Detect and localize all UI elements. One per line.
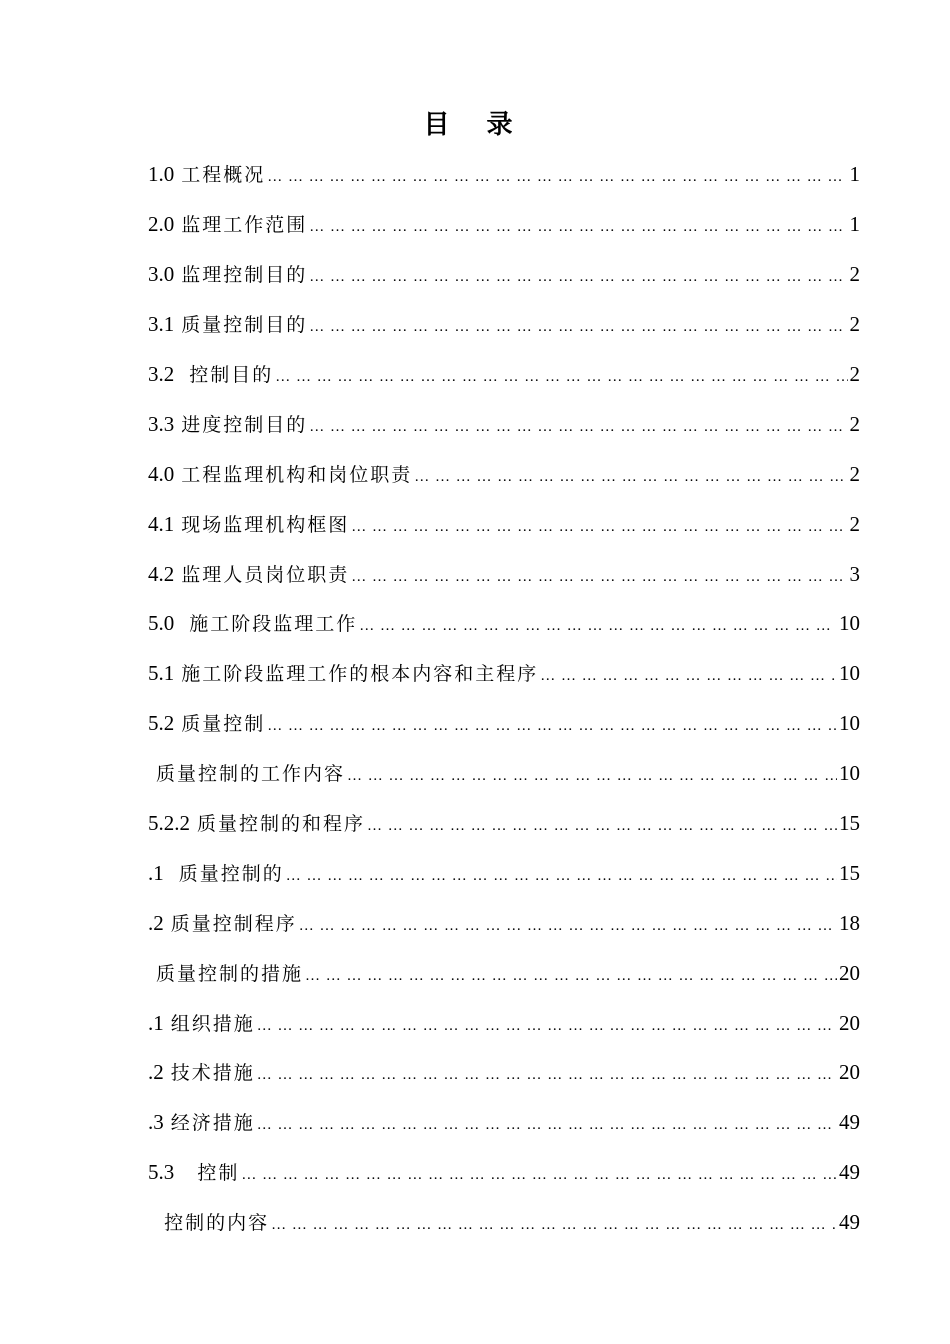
toc-leader-dots (309, 420, 847, 435)
toc-entry[interactable] (148, 549, 860, 599)
toc-page-number: 10 (839, 711, 860, 736)
toc-leader-dots (359, 619, 837, 634)
toc-page-number: 2 (849, 312, 860, 337)
toc-entry-text: 质量控制的和程序 (197, 813, 366, 836)
toc-leader-dots (271, 1218, 837, 1233)
toc-leader-dots (241, 1168, 837, 1183)
toc-entry-text: 控制的内容 (148, 1212, 270, 1235)
toc-entry-text: 控制 (181, 1162, 240, 1185)
toc-entry-number: 3.0 (148, 262, 175, 287)
toc-title: 目 录 (423, 110, 527, 140)
toc-entry-label (148, 813, 365, 834)
toc-entry-text: 进度控制目的 (181, 413, 308, 436)
toc-entry-number: .1 (148, 860, 164, 885)
toc-entry-label (148, 214, 307, 235)
toc-entry-label (148, 364, 273, 385)
toc-entry[interactable] (148, 1148, 860, 1198)
toc-page-number: 2 (849, 262, 860, 287)
toc-page-number: 18 (839, 910, 860, 935)
toc-page-number: 10 (839, 761, 860, 786)
toc-entry-number: .1 (148, 1010, 164, 1035)
toc-leader-dots (275, 370, 847, 385)
toc-page-number: 3 (849, 561, 860, 586)
toc-page-number: 15 (839, 860, 860, 885)
toc-leader-dots (257, 1118, 837, 1133)
toc-entry-label (148, 1212, 269, 1233)
toc-entry-label (148, 461, 413, 486)
toc-entry-label (148, 561, 350, 586)
toc-entry-text: 质量控制程序 (170, 912, 297, 935)
toc-entry-text: 质量控制的措施 (148, 962, 304, 985)
toc-entry-label (148, 264, 307, 285)
toc-entry-text: 技术措施 (170, 1062, 255, 1085)
toc-entry-text: 施工阶段监理工作的根本内容和主程序 (181, 663, 539, 686)
toc-entry-label (148, 713, 265, 734)
toc-entry-number: 2.0 (148, 212, 175, 237)
toc-entry-label (148, 613, 357, 634)
toc-entry[interactable] (148, 449, 860, 499)
toc-entry-number: 5.2 (148, 711, 175, 736)
toc-entry-text: 施工阶段监理工作 (181, 613, 358, 636)
toc-entry-text: 工程监理机构和岗位职责 (181, 463, 413, 486)
toc-entry-number: .3 (148, 1110, 164, 1135)
toc-entry[interactable] (148, 948, 860, 998)
toc-entry-text: 质量控制的 (170, 862, 284, 885)
toc-entry[interactable] (148, 250, 860, 300)
toc-entry-number: 4.0 (148, 461, 175, 486)
toc-entry-text: 组织措施 (170, 1012, 255, 1035)
toc-list (148, 150, 860, 1248)
toc-page-number: 2 (849, 461, 860, 486)
toc-entry-text: 监理人员岗位职责 (181, 563, 350, 586)
toc-entry-text: 经济措施 (170, 1112, 255, 1135)
toc-leader-dots (267, 719, 837, 734)
toc-entry-label (148, 860, 284, 885)
toc-entry-label (148, 411, 308, 436)
toc-leader-dots (286, 869, 837, 884)
toc-page-number: 2 (849, 411, 860, 436)
toc-entry[interactable] (148, 848, 860, 898)
toc-entry-number: 1.0 (148, 162, 175, 187)
toc-page-number: 1 (849, 162, 860, 187)
toc-entry-text: 质量控制的工作内容 (148, 763, 346, 786)
toc-leader-dots (309, 270, 847, 285)
toc-entry-number: 4.2 (148, 561, 175, 586)
toc-page-number: 10 (839, 611, 860, 636)
toc-leader-dots (367, 819, 837, 834)
toc-entry-number: 5.0 (148, 611, 175, 636)
toc-entry[interactable] (148, 749, 860, 799)
toc-entry[interactable] (148, 350, 860, 400)
toc-entry[interactable] (148, 300, 860, 350)
toc-page-number: 20 (839, 960, 860, 985)
toc-leader-dots (257, 1019, 837, 1034)
toc-entry[interactable] (148, 499, 860, 549)
toc-leader-dots (309, 220, 847, 235)
toc-page-number: 20 (839, 1060, 860, 1085)
toc-entry-text: 控制目的 (181, 364, 274, 386)
toc-entry-text: 监理控制目的 (181, 264, 308, 287)
toc-entry-number: .2 (148, 1060, 164, 1085)
toc-entry-text: 质量控制 (181, 713, 266, 736)
toc-leader-dots (351, 570, 847, 585)
toc-entry-label (148, 1112, 255, 1133)
toc-entry-label (148, 314, 307, 335)
toc-leader-dots (305, 969, 837, 984)
toc-entry[interactable] (148, 599, 860, 649)
toc-page-number: 15 (839, 811, 860, 836)
toc-leader-dots (267, 170, 847, 185)
toc-entry-text: 监理工作范围 (181, 214, 308, 237)
toc-page-number: 49 (839, 1210, 860, 1235)
toc-entry-text: 质量控制目的 (181, 314, 308, 337)
toc-page-number: 1 (849, 212, 860, 237)
toc-entry-number: 3.3 (148, 411, 175, 436)
toc-leader-dots (309, 320, 847, 335)
toc-entry[interactable] (148, 1048, 860, 1098)
toc-entry[interactable] (148, 1198, 860, 1248)
toc-entry-text: 工程概况 (181, 164, 266, 187)
toc-entry-number: 3.2 (148, 362, 175, 386)
toc-entry-number: 3.1 (148, 312, 175, 337)
toc-page-number: 49 (839, 1160, 860, 1185)
toc-entry[interactable] (148, 898, 860, 948)
toc-entry[interactable] (148, 699, 860, 749)
toc-entry-number: 5.2.2 (148, 811, 190, 836)
toc-entry-number: 4.1 (148, 511, 175, 536)
toc-entry[interactable] (148, 1098, 860, 1148)
toc-page-number: 2 (849, 362, 860, 386)
toc-page-number: 10 (839, 661, 860, 686)
toc-leader-dots (257, 1068, 837, 1083)
toc-leader-dots (299, 919, 837, 934)
toc-leader-dots (414, 470, 847, 485)
toc-entry[interactable] (148, 799, 860, 849)
toc-entry-text: 现场监理机构框图 (181, 513, 350, 536)
toc-page-number: 20 (839, 1010, 860, 1035)
toc-entry-label (148, 1162, 239, 1183)
toc-entry[interactable] (148, 649, 860, 699)
toc-entry[interactable] (148, 200, 860, 250)
toc-leader-dots (347, 769, 837, 784)
toc-entry[interactable] (148, 399, 860, 449)
toc-entry-number: .2 (148, 910, 164, 935)
toc-entry-label (148, 164, 265, 185)
toc-entry-number: 5.1 (148, 661, 175, 686)
toc-page-number: 49 (839, 1110, 860, 1135)
toc-entry-label (148, 1062, 255, 1083)
toc-entry-label (148, 963, 303, 984)
toc-entry-label (148, 910, 297, 935)
toc-entry-label (148, 511, 350, 536)
toc-page-number: 2 (849, 511, 860, 536)
toc-entry[interactable] (148, 998, 860, 1048)
toc-entry-label (148, 663, 538, 684)
toc-entry-number: 5.3 (148, 1160, 175, 1185)
toc-leader-dots (540, 669, 837, 684)
toc-leader-dots (351, 520, 847, 535)
toc-entry-label (148, 763, 345, 784)
toc-entry-label (148, 1010, 255, 1035)
toc-entry[interactable] (148, 150, 860, 200)
